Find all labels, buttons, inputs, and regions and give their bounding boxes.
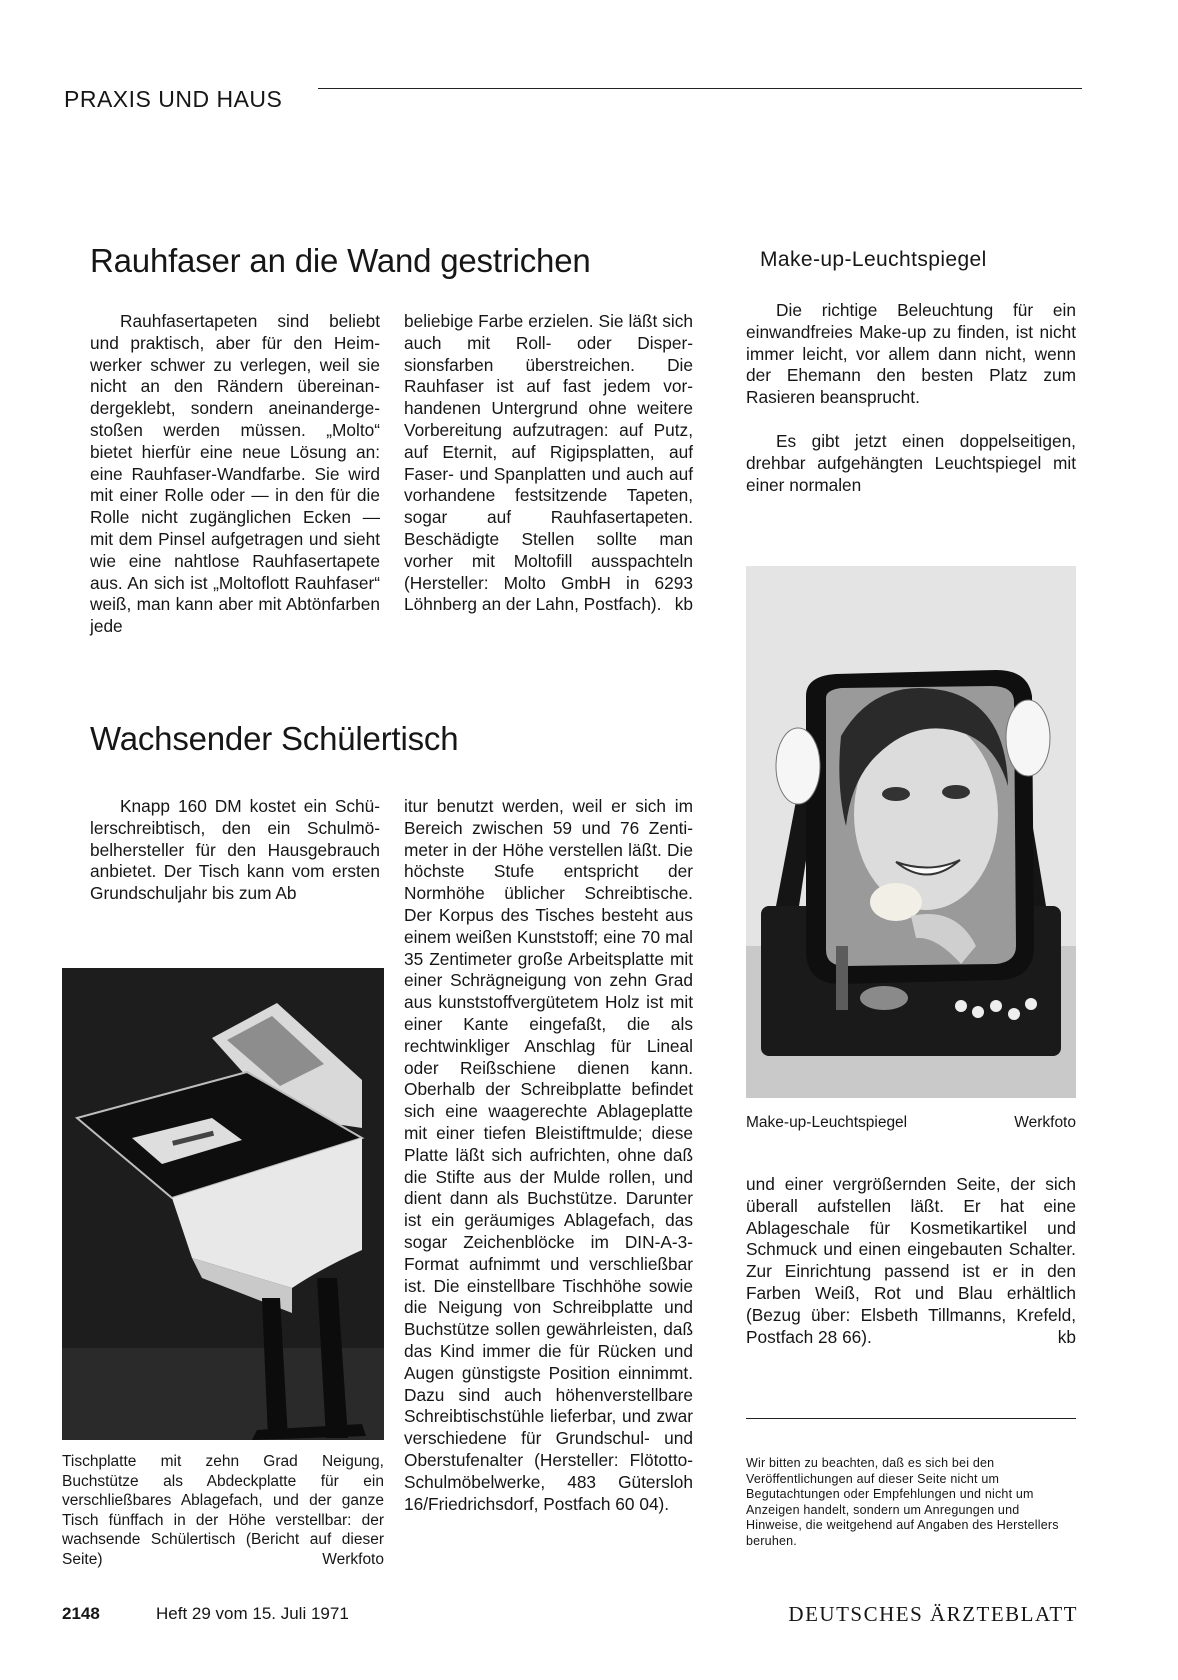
schuelertisch-col1-text: Knapp 160 DM kostet ein Schülerschreibtisch, den ein Schulmöbelhersteller für den Hausgebrauch anbietet. Der Tisch kann vom ersten Grundschuljahr bis zum Ab [90, 796, 380, 904]
makeup-text-top [746, 300, 1076, 496]
makeup-caption [746, 1114, 1076, 1132]
header-rule [318, 88, 1082, 89]
article-title-rauhfaser: Rauhfaser an die Wand gestrichen [90, 242, 591, 279]
disclaimer-text: Wir bitten zu beachten, daß es sich bei den Veröffentlichungen auf dieser Seite nicht um Begutachtungen oder Empfehlungen und nicht um Anzeigen handelt, sondern um Anregungen und Hinweise, die weitgehend auf Angaben des Herstellers beruhen. [746, 1456, 1059, 1548]
page-number: 2148 [62, 1604, 100, 1623]
rauhfaser-signature: kb [674, 594, 693, 615]
makeup-p1: Die richtige Beleuchtung für ein einwandfreies Make-up zu finden, ist nicht immer leicht, vor allem dann nicht, wenn der Ehemann den besten Platz zum Rasieren beansprucht. [746, 300, 1076, 408]
makeup-text-bottom [746, 1174, 1076, 1348]
schuelertisch-col2-text: itur benutzt werden, weil er sich im Bereich zwischen 59 und 76 Zentimeter in der Höhe verstellen läßt. Die höchste Stufe entspricht der Normhöhe üblicher Schreibtische. Der Korpus des Tisches besteht aus einem weißen Kunststoff; eine 70 mal 35 Zentimeter große Arbeitsplatte mit einer Schrägneigung von zehn Grad aus kunststoffvergütetem Holz ist mit einer Kante eingefaßt, die als rechtwinkliger Anschlag für Lineal oder Reißschiene dienen kann. Oberhalb der Schreibplatte befindet sich eine waagerechte Ablageplatte mit einer tiefen Bleistiftmulde; diese Platte läßt sich aufrichten, ohne daß die Stifte aus der Mulde rollen, und dient dann als Buchstütze. Darunter ist ein geräumiges Ablagefach, das sogar Zeichenblöcke im DIN-A-3-Format aufnimmt und verschließbar ist. Die einstellbare Tischhöhe sowie die Neigung von Schreibplatte und Buchstütze sollen gewährleisten, daß das Kind immer die für Rücken und Augen günstigste Position einnimmt. Dazu sind auch höhenverstellbare Schreibtischstühle lieferbar, und zwar verschiedene für Grundschul- und Oberstufenalter (Hersteller: Flötotto-Schulmöbelwerke, 483 Gütersloh 16/Friedrichsdorf, Postfach 60 04). [404, 796, 693, 1514]
makeup-mirror-photo [746, 566, 1076, 1098]
makeup-caption-credit: Werkfoto [1014, 1114, 1076, 1131]
rauhfaser-col2-text: beliebige Farbe erzielen. Sie läßt sich auch mit Roll- oder Dispersionsfarben überstreichen. Die Rauhfaser ist auf fast jedem vorhandenen Untergrund ohne weitere Vorbereitung aufzutragen: auf Putz, auf Eternit, auf Rigipsplatten, auf Faser- und Spanplatten und auch auf vorhandene festsitzende Tapeten, sogar auf Rauhfasertapeten. Beschädigte Stellen sollte man vorher mit Moltofill ausspachteln (Hersteller: Molto GmbH in 6293 Löhnberg an der Lahn, Postfach). kb [404, 311, 693, 615]
article-title-schuelertisch: Wachsender Schülertisch [90, 720, 459, 757]
desk-illustration [62, 968, 384, 1440]
makeup-signature: kb [1057, 1326, 1076, 1347]
schuelertisch-col1 [90, 796, 380, 905]
article-title-makeup: Make-up-Leuchtspiegel [760, 248, 987, 271]
makeup-p2: Es gibt jetzt einen doppelseitigen, drehbar aufgehängten Leuchtspiegel mit einer normalen [746, 430, 1076, 495]
desk-caption-text: Tischplatte mit zehn Grad Neigung, Buchstütze als Abdeckplatte für ein verschließbares Ablagefach, und der ganze Tisch fünffach in der Höhe verstellbar: der wachsende Schülertisch (Bericht auf dieser Seite) [62, 1453, 384, 1568]
schuelertisch-col2 [404, 796, 693, 1515]
rauhfaser-col1 [90, 311, 380, 638]
makeup-caption-text: Make-up-Leuchtspiegel [746, 1114, 908, 1131]
disclaimer-rule [746, 1418, 1076, 1419]
rauhfaser-col1-text: Rauhfasertapeten sind beliebt und praktisch, aber für den Heimwerker schwer zu verlegen, weil sie nicht an den Rändern übereinandergeklebt, sondern aneinandergestoßen werden müssen. „Molto“ bietet hierfür eine neue Lösung an: eine Rauhfaser-Wandfarbe. Sie wird mit einer Rolle oder — in den für die Rolle nicht zugänglichen Ecken — mit dem Pinsel aufgetragen und sieht wie eine nahtlose Rauhfasertapete aus. An sich ist „Moltoflott Rauhfaser“ weiß, man kann aber mit Abtönfarben jede [90, 311, 380, 637]
makeup-mirror-illustration [746, 566, 1076, 1098]
makeup-p3: und einer vergrößernden Seite, der sich überall aufstellen läßt. Er hat eine Ablageschale für Kosmetikartikel und Schmuck und einen eingebauten Schalter. Zur Einrichtung passend ist er in den Farben Weiß, Rot und Blau erhältlich (Bezug über: Elsbeth Tillmanns, Krefeld, Postfach 28 66). kb [746, 1174, 1076, 1347]
desk-caption [62, 1452, 384, 1569]
section-label: PRAXIS UND HAUS [64, 86, 283, 112]
issue-info: Heft 29 vom 15. Juli 1971 [156, 1604, 349, 1623]
desk-caption-credit: Werkfoto [322, 1550, 384, 1568]
rauhfaser-col2 [404, 311, 693, 616]
journal-name: DEUTSCHES ÄRZTEBLATT [788, 1602, 1078, 1626]
desk-photo [62, 968, 384, 1440]
